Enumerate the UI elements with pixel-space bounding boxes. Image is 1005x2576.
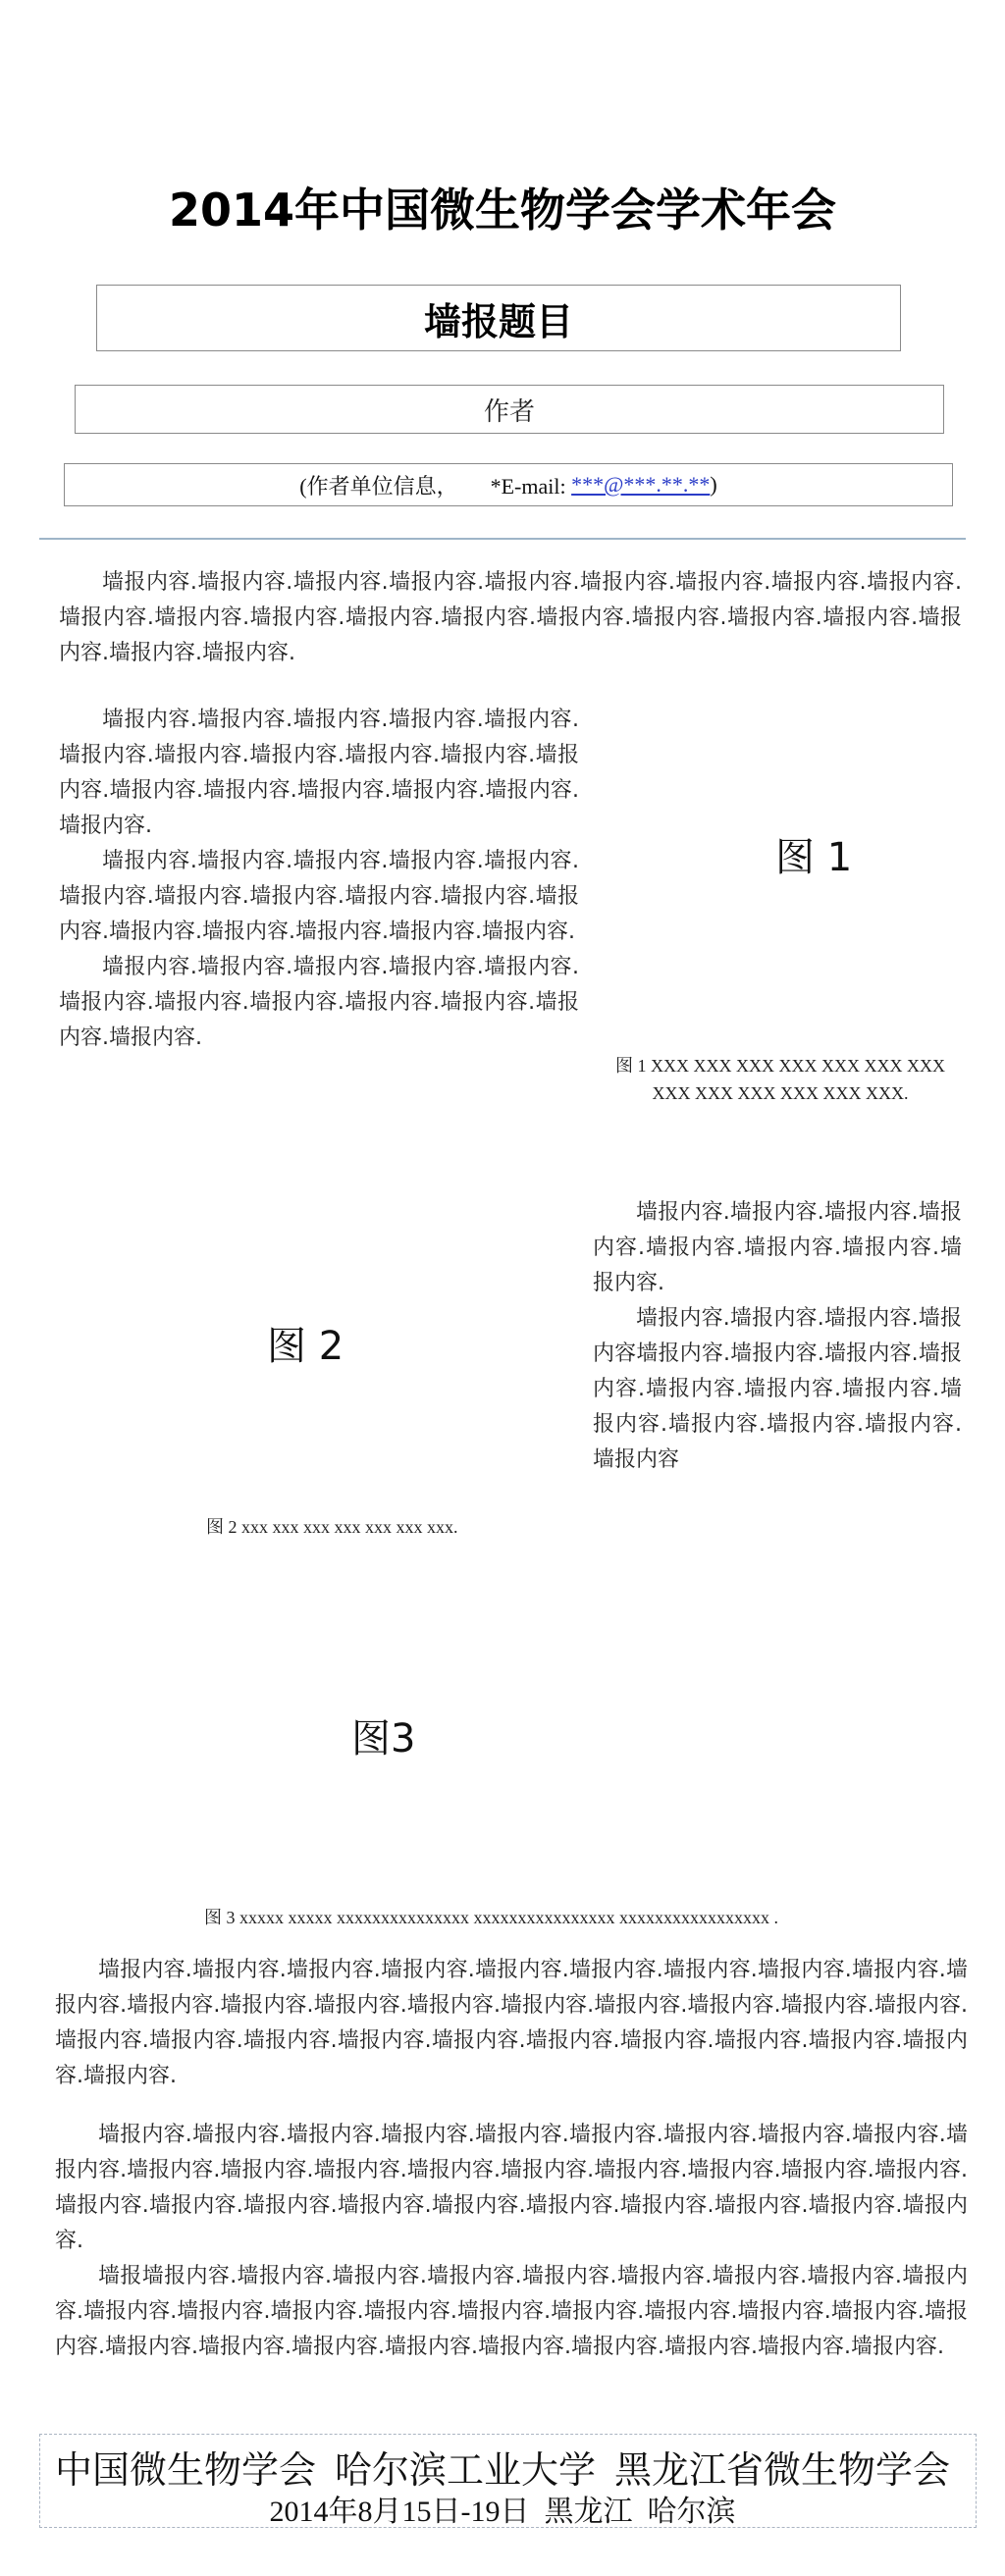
- footer-date-location: 2014年8月15日-19日 黑龙江 哈尔滨: [269, 2496, 736, 2528]
- footer-organizers: 中国微生物学会 哈尔滨工业大学 黑龙江省微生物学会: [54, 2450, 950, 2492]
- lower-paragraph-2: 墙报内容.墙报内容.墙报内容.墙报内容.墙报内容.墙报内容.墙报内容.墙报内容.墙报内容.墙报内容.墙报内容.墙报内容.墙报内容.墙报内容.墙报内容.墙报内容.墙报内容.墙报内容.墙报内容.墙报内容.墙报内容.墙报内容.墙报内容.墙报内容.墙报内容.墙报内容.墙报内容.墙报内容.墙报内容.: [55, 2123, 968, 2253]
- email-link[interactable]: ***@***.**.**: [571, 472, 711, 497]
- right-column: [593, 1195, 962, 1478]
- poster-title: 墙报题目: [423, 299, 573, 343]
- figure-3-placeholder: 图3: [351, 1716, 416, 1761]
- lower-paragraph-3: 墙报墙报内容.墙报内容.墙报内容.墙报内容.墙报内容.墙报内容.墙报内容.墙报内容.墙报内容.墙报内容.墙报内容.墙报内容.墙报内容.墙报内容.墙报内容.墙报内容.墙报内容.墙报内容.墙报内容.墙报内容.墙报内容.墙报内容.墙报内容.墙报内容.墙报内容.墙报内容.墙报内容.墙报内容.: [55, 2264, 968, 2359]
- author-box: [75, 385, 944, 434]
- affiliation-box: [64, 463, 953, 506]
- affiliation-close: ): [710, 472, 717, 497]
- figure-2-placeholder: 图 2: [267, 1324, 344, 1369]
- right-paragraph-1: 墙报内容.墙报内容.墙报内容.墙报内容.墙报内容.墙报内容.墙报内容.墙报内容.: [593, 1200, 962, 1295]
- left-paragraph-3: 墙报内容.墙报内容.墙报内容.墙报内容.墙报内容.墙报内容.墙报内容.墙报内容.墙报内容.墙报内容.墙报内容.墙报内容.: [59, 955, 579, 1050]
- conference-title: 2014年中国微生物学会学术年会: [168, 184, 837, 237]
- intro-section: [59, 565, 962, 671]
- header-divider: [39, 538, 966, 540]
- poster-title-box: [96, 285, 901, 351]
- figure-3-caption: 图 3 xxxxx xxxxx xxxxxxxxxxxxxxx xxxxxxxxxxxxxxxx xxxxxxxxxxxxxxxxx .: [204, 1908, 778, 1927]
- figure-2-caption: 图 2 xxx xxx xxx xxx xxx xxx xxx.: [206, 1517, 458, 1537]
- lower-section: [55, 1953, 968, 2365]
- affiliation-text: (作者单位信息， *E-mail:: [299, 473, 572, 499]
- intro-paragraph: 墙报内容.墙报内容.墙报内容.墙报内容.墙报内容.墙报内容.墙报内容.墙报内容.墙报内容.墙报内容.墙报内容.墙报内容.墙报内容.墙报内容.墙报内容.墙报内容.墙报内容.墙报内容.墙报内容.墙报内容.墙报内容.: [59, 570, 962, 665]
- author-name: 作者: [483, 396, 535, 427]
- left-column: [59, 703, 579, 1056]
- figure-1-caption: 图 1 XXX XXX XXX XXX XXX XXX XXX XXX XXX XXX XXX XXX XXX.: [615, 1056, 945, 1103]
- left-paragraph-2: 墙报内容.墙报内容.墙报内容.墙报内容.墙报内容.墙报内容.墙报内容.墙报内容.墙报内容.墙报内容.墙报内容.墙报内容.墙报内容.墙报内容.墙报内容.墙报内容.: [59, 849, 579, 944]
- left-paragraph-1: 墙报内容.墙报内容.墙报内容.墙报内容.墙报内容.墙报内容.墙报内容.墙报内容.墙报内容.墙报内容.墙报内容.墙报内容.墙报内容.墙报内容.墙报内容.墙报内容.墙报内容.: [59, 708, 579, 838]
- right-paragraph-2: 墙报内容.墙报内容.墙报内容.墙报内容墙报内容.墙报内容.墙报内容.墙报内容.墙报内容.墙报内容.墙报内容.墙报内容.墙报内容.墙报内容.墙报内容.墙报内容: [593, 1306, 962, 1472]
- lower-paragraph-1: 墙报内容.墙报内容.墙报内容.墙报内容.墙报内容.墙报内容.墙报内容.墙报内容.墙报内容.墙报内容.墙报内容.墙报内容.墙报内容.墙报内容.墙报内容.墙报内容.墙报内容.墙报内容.墙报内容.墙报内容.墙报内容.墙报内容.墙报内容.墙报内容.墙报内容.墙报内容.墙报内容.墙报内容.墙报内容.墙报内容.: [55, 1958, 968, 2088]
- figure-1-placeholder: 图 1: [775, 835, 853, 880]
